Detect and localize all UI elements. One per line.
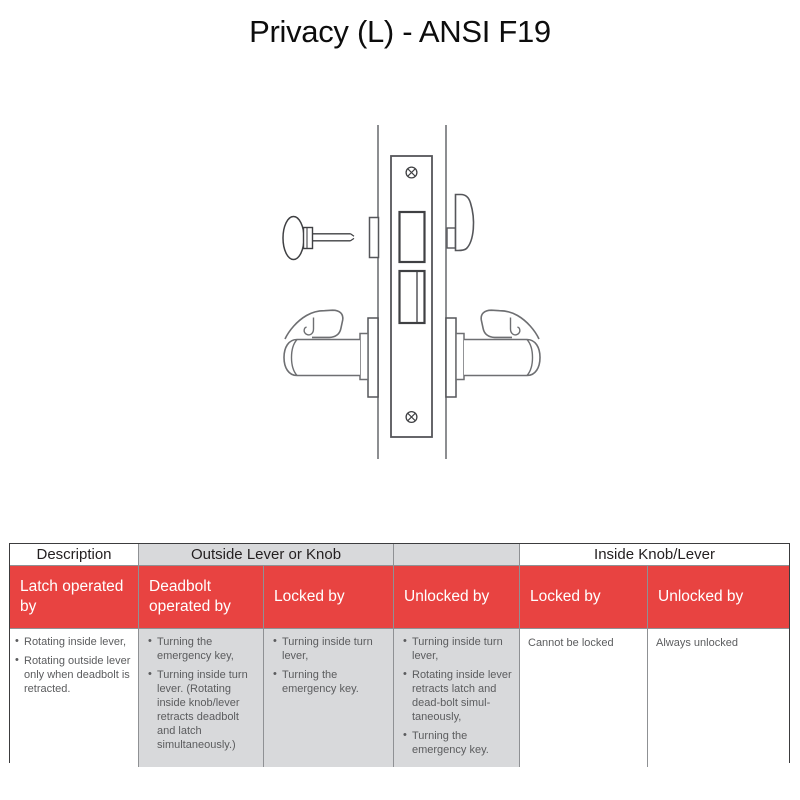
red-header-outside-unlocked-by: Unlocked by [394,566,520,629]
lock-function-table [9,543,790,763]
cell-deadbolt-operated-by [139,629,264,767]
outside-lever [284,310,360,375]
red-header-inside-locked-by: Locked by [520,566,648,629]
bullet-item: • Rotating inside lever retracts latch and dead-bolt simul-taneously, [402,669,516,725]
hub-outside [360,334,368,380]
bullet-item: • Turning the emergency key, [147,636,260,664]
bullet-item: • Turning the emergency key. [402,730,516,758]
bullet-item: • Turning the emergency key. [272,669,390,697]
inside-thumbturn [447,195,474,251]
rose-inside [446,318,456,397]
col-header-empty [394,544,520,566]
cell-text: Cannot be locked [528,637,614,649]
red-header-latch-operated-by: Latch operated by [10,566,139,629]
bullet-list [402,636,516,758]
bullet-item: • Rotating inside lever, [14,636,135,650]
screw-bottom-icon [406,412,417,423]
red-header-deadbolt-operated-by: Deadbolt operated by [139,566,264,629]
cell-text: Always unlocked [656,637,738,649]
hub-inside [456,334,464,380]
red-header-inside-unlocked-by: Unlocked by [648,566,789,629]
col-header-inside-knob-lever: Inside Knob/Lever [520,544,789,566]
bullet-list [272,636,390,697]
bullet-item: • Rotating outside lever only when deadbolt is retracted. [14,655,135,697]
bullet-list [14,636,135,697]
emergency-key [283,217,354,260]
bullet-list [147,636,260,753]
cell-outside-locked-by [264,629,394,767]
rose-outside [368,318,378,397]
col-header-outside-lever-or-knob: Outside Lever or Knob [139,544,394,566]
cell-inside-unlocked-by [648,629,789,767]
deadbolt-projection [370,218,379,258]
page-title: Privacy (L) - ANSI F19 [249,14,551,49]
latchbolt-cutout [400,271,425,323]
red-header-outside-locked-by: Locked by [264,566,394,629]
screw-top-icon [406,167,417,178]
bullet-item: • Turning inside turn lever. (Rotating inside knob/lever retracts deadbolt and latch simultaneously.) [147,669,260,753]
bullet-item: • Turning inside turn lever, [402,636,516,664]
cell-inside-locked-by [520,629,648,767]
cell-outside-unlocked-by [394,629,520,767]
col-header-description: Description [10,544,139,566]
bullet-item: • Turning inside turn lever, [272,636,390,664]
inside-lever [464,310,540,375]
deadbolt-cutout [400,212,425,262]
cell-latch-operated-by [10,629,139,767]
